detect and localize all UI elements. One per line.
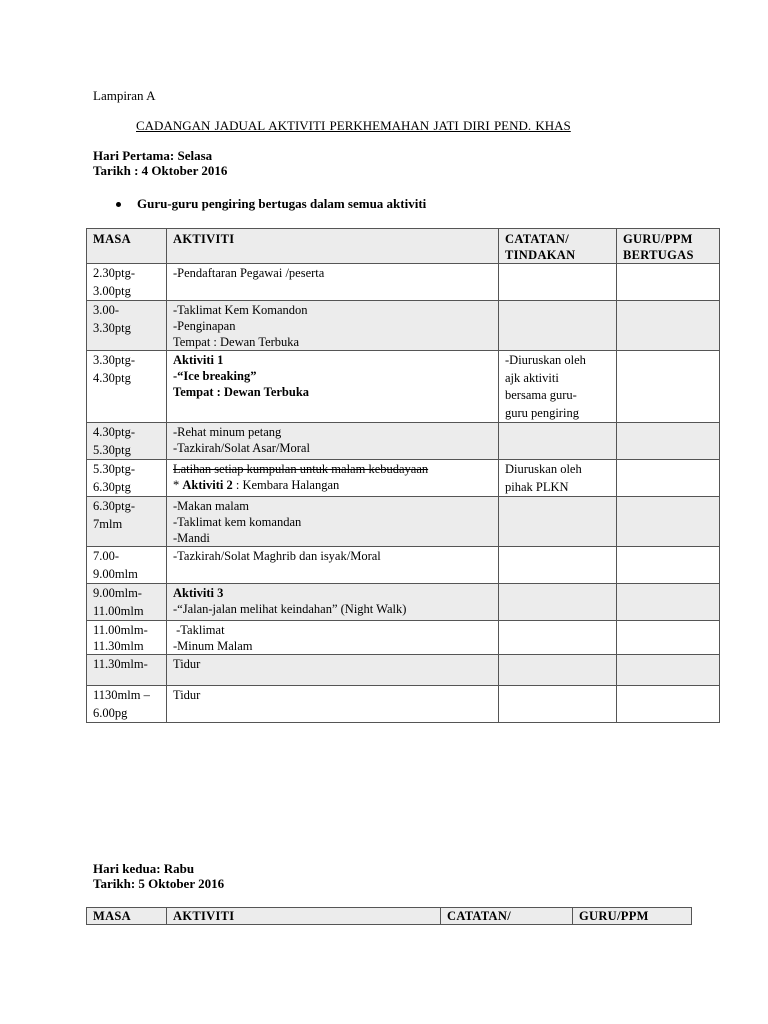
guru-cell <box>617 301 720 351</box>
header-catatan: CATATAN/ TINDAKAN <box>499 229 617 264</box>
masa-cell: 4.30ptg- 5.30ptg <box>87 423 167 460</box>
guru-cell <box>617 584 720 621</box>
table-row <box>87 351 720 423</box>
masa-cell: 11.00mlm- 11.30mlm <box>87 621 167 655</box>
table-row <box>87 264 720 301</box>
bullet-icon <box>116 202 121 207</box>
header-catatan: CATATAN/ <box>441 908 573 925</box>
guru-cell <box>617 423 720 460</box>
header-aktiviti: AKTIVITI <box>167 229 499 264</box>
day1-note-text: Guru-guru pengiring bertugas dalam semua aktiviti <box>137 196 427 211</box>
masa-cell: 11.30mlm- <box>87 655 167 686</box>
aktiviti-cell: Latihan setiap kumpulan untuk malam kebudayaan * Aktiviti 2 : Kembara Halangan <box>167 460 499 497</box>
guru-cell <box>617 264 720 301</box>
header-guru: GURU/PPM <box>573 908 692 925</box>
day2-tarikh: Tarikh: 5 Oktober 2016 <box>93 876 225 891</box>
day2-hari: Hari kedua: Rabu <box>93 861 195 876</box>
aktiviti-cell: -Rehat minum petang -Tazkirah/Solat Asar/Moral <box>167 423 499 460</box>
aktiviti-cell: -Pendaftaran Pegawai /peserta <box>167 264 499 301</box>
catatan-cell: -Diuruskan oleh ajk aktiviti bersama guru- guru pengiring <box>499 351 617 423</box>
day1-heading <box>93 148 227 178</box>
header-masa: MASA <box>87 908 167 925</box>
masa-cell: 7.00- 9.00mlm <box>87 547 167 584</box>
day2-schedule-table <box>86 907 692 925</box>
table-header-row <box>87 229 720 264</box>
table-row <box>87 423 720 460</box>
table-row <box>87 686 720 723</box>
aktiviti-cell: Tidur <box>167 686 499 723</box>
masa-cell: 6.30ptg- 7mlm <box>87 497 167 547</box>
masa-cell: 9.00mlm- 11.00mlm <box>87 584 167 621</box>
catatan-cell <box>499 547 617 584</box>
catatan-cell <box>499 497 617 547</box>
day1-hari: Hari Pertama: Selasa <box>93 148 213 163</box>
guru-cell <box>617 621 720 655</box>
masa-cell: 1130mlm – 6.00pg <box>87 686 167 723</box>
aktiviti-cell: -Tazkirah/Solat Maghrib dan isyak/Moral <box>167 547 499 584</box>
table-row <box>87 460 720 497</box>
masa-cell: 3.30ptg- 4.30ptg <box>87 351 167 423</box>
header-guru: GURU/PPM BERTUGAS <box>617 229 720 264</box>
catatan-cell <box>499 264 617 301</box>
catatan-cell <box>499 301 617 351</box>
table-row <box>87 301 720 351</box>
masa-cell: 3.00- 3.30ptg <box>87 301 167 351</box>
catatan-cell <box>499 584 617 621</box>
aktiviti-cell: Aktiviti 1 -“Ice breaking” Tempat : Dewan Terbuka <box>167 351 499 423</box>
header-masa: MASA <box>87 229 167 264</box>
guru-cell <box>617 460 720 497</box>
catatan-cell: Diuruskan oleh pihak PLKN <box>499 460 617 497</box>
document-title: CADANGAN JADUAL AKTIVITI PERKHEMAHAN JATI DIRI PEND. KHAS <box>136 118 571 133</box>
guru-cell <box>617 497 720 547</box>
lampiran-label: Lampiran A <box>93 88 156 103</box>
masa-cell: 2.30ptg- 3.00ptg <box>87 264 167 301</box>
aktiviti-cell: Tidur <box>167 655 499 686</box>
aktiviti-cell: -Taklimat Kem Komandon -Penginapan Tempat : Dewan Terbuka <box>167 301 499 351</box>
day1-schedule-table <box>86 228 720 723</box>
table-row <box>87 621 720 655</box>
catatan-cell <box>499 655 617 686</box>
guru-cell <box>617 655 720 686</box>
table-row <box>87 655 720 686</box>
day1-tarikh: Tarikh : 4 Oktober 2016 <box>93 163 228 178</box>
table-row <box>87 497 720 547</box>
masa-cell: 5.30ptg- 6.30ptg <box>87 460 167 497</box>
aktiviti-cell: -Taklimat -Minum Malam <box>167 621 499 655</box>
aktiviti-cell: -Makan malam -Taklimat kem komandan -Mandi <box>167 497 499 547</box>
catatan-cell <box>499 686 617 723</box>
aktiviti-cell: Aktiviti 3 -“Jalan-jalan melihat keindahan” (Night Walk) <box>167 584 499 621</box>
table-row <box>87 584 720 621</box>
guru-cell <box>617 547 720 584</box>
header-aktiviti: AKTIVITI <box>167 908 441 925</box>
catatan-cell <box>499 423 617 460</box>
day1-note <box>116 196 426 212</box>
day2-heading <box>93 861 224 891</box>
catatan-cell <box>499 621 617 655</box>
guru-cell <box>617 351 720 423</box>
guru-cell <box>617 686 720 723</box>
table-header-row <box>87 908 692 925</box>
table-row <box>87 547 720 584</box>
